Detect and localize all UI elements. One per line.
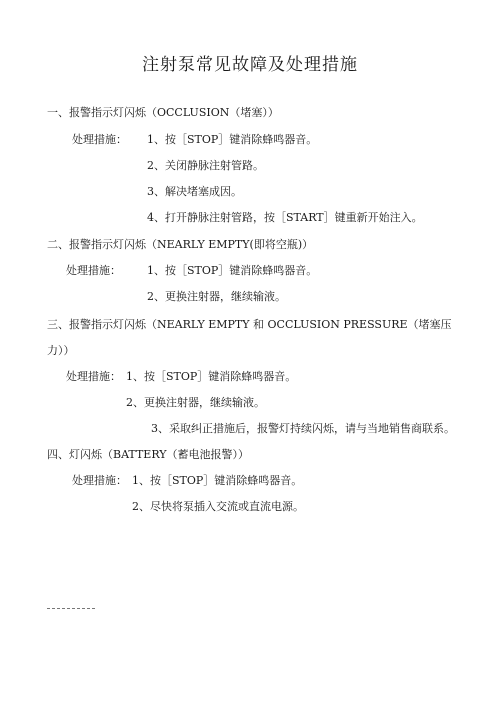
section-4-step-1: 1、按［STOP］键消除蜂鸣器音。: [132, 474, 303, 487]
section-3-heading: 三、报警指示灯闪烁（NEARLY EMPTY 和 OCCLUSION PRESSURE（堵塞压: [47, 318, 452, 331]
section-4-heading: 四、灯闪烁（BATTERY（蓄电池报警））: [47, 448, 250, 461]
section-1-step-1: 1、按［STOP］键消除蜂鸣器音。: [147, 133, 318, 146]
section-3-step-3: 3、采取纠正措施后，报警灯持续闪烁，请与当地销售商联系。: [151, 422, 455, 435]
document-title: 注射泵常见故障及处理措施: [142, 55, 358, 75]
section-3-measures-label: 处理措施：: [66, 370, 121, 383]
section-1-step-3: 3、解决堵塞成因。: [147, 185, 242, 198]
section-1-heading: 一、报警指示灯闪烁（OCCLUSION（堵塞））: [47, 106, 279, 119]
section-3-step-2: 2、更换注射器，继续输液。: [126, 396, 265, 409]
section-1-step-2: 2、关闭静脉注射管路。: [147, 159, 264, 172]
section-4-step-2: 2、尽快将泵插入交流或直流电源。: [132, 500, 304, 513]
footnote-divider: [47, 608, 95, 609]
section-1-measures-label: 处理措施：: [72, 133, 127, 146]
section-3-heading-continued: 力））: [47, 344, 75, 357]
section-2-measures-label: 处理措施：: [66, 264, 121, 277]
section-1-step-4: 4、打开静脉注射管路，按［START］键重新开始注入。: [147, 211, 423, 224]
section-2-step-1: 1、按［STOP］键消除蜂鸣器音。: [147, 264, 318, 277]
section-3-step-1: 1、按［STOP］键消除蜂鸣器音。: [126, 370, 297, 383]
section-2-heading: 二、报警指示灯闪烁（NEARLY EMPTY(即将空瓶)）: [47, 238, 314, 251]
section-4-measures-label: 处理措施：: [72, 474, 127, 487]
section-2-step-2: 2、更换注射器，继续输液。: [147, 290, 286, 303]
